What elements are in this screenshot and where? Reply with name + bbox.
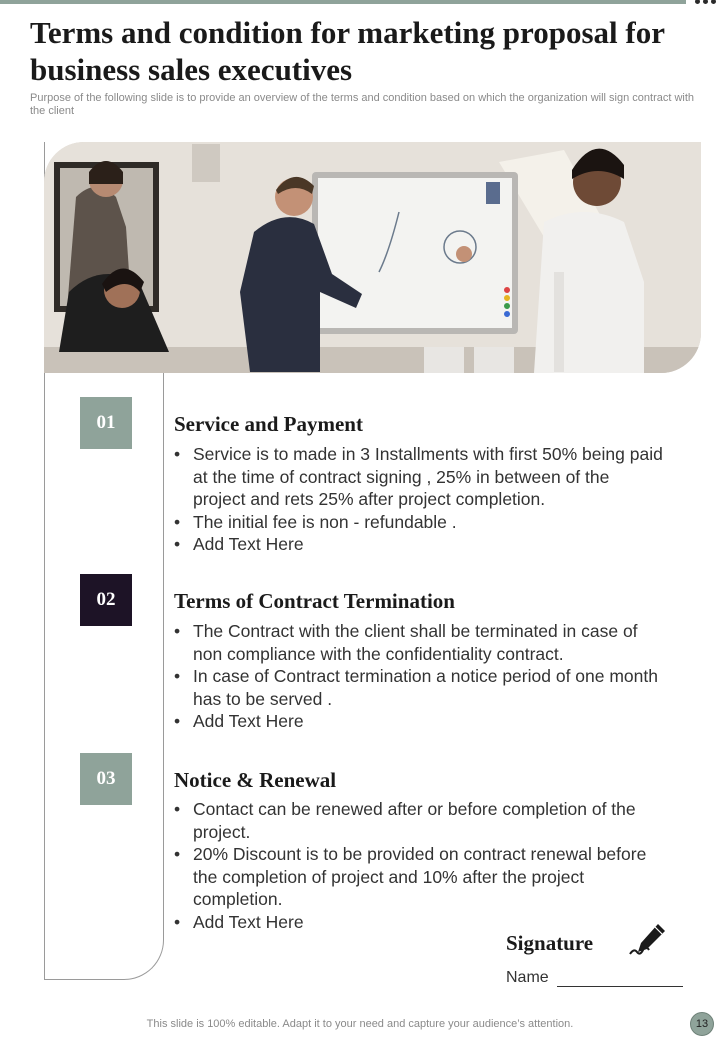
bullet-item: • Add Text Here xyxy=(174,911,664,934)
page-number-badge: 13 xyxy=(690,1012,714,1036)
more-dots-icon xyxy=(695,0,716,4)
section-bullet-list xyxy=(174,443,664,556)
bullet-item: • Service is to made in 3 Installments with first 50% being paid at the time of contract signing , 25% in between of the project and rets 25% after project completion. xyxy=(174,443,664,511)
section-title: Service and Payment xyxy=(174,412,363,436)
section-title: Terms of Contract Termination xyxy=(174,589,455,613)
footer-note: This slide is 100% editable. Adapt it to your need and capture your audience’s attention. xyxy=(146,1018,574,1030)
section-bullet-list xyxy=(174,620,664,733)
bullet-item: • Contact can be renewed after or before completion of the project. xyxy=(174,798,664,843)
top-accent-bar xyxy=(0,0,686,4)
bullet-item: • In case of Contract termination a notice period of one month has to be served . xyxy=(174,665,664,710)
bullet-item: • The Contract with the client shall be terminated in case of non compliance with the confidentiality contract. xyxy=(174,620,664,665)
bullet-item: • The initial fee is non - refundable . xyxy=(174,511,664,534)
name-field xyxy=(506,969,683,987)
signature-label: Signature xyxy=(506,931,594,955)
bullet-item: • Add Text Here xyxy=(174,710,664,733)
section-bullet-list xyxy=(174,798,664,933)
name-line xyxy=(557,969,683,987)
meeting-photo xyxy=(44,142,701,373)
bullet-item: • 20% Discount is to be provided on contract renewal before the completion of project and 10% after the project completion. xyxy=(174,843,664,911)
section-number-badge: 03 xyxy=(80,753,132,805)
page-subtitle: Purpose of the following slide is to provide an overview of the terms and condition based on which the organization will sign contract with the client xyxy=(30,92,695,117)
bullet-item: • Add Text Here xyxy=(174,533,664,556)
name-label: Name xyxy=(506,969,549,986)
section-title: Notice & Renewal xyxy=(174,768,337,792)
page-title: Terms and condition for marketing proposal for business sales executives xyxy=(30,15,665,87)
pen-icon xyxy=(628,922,668,963)
section-number-badge: 01 xyxy=(80,397,132,449)
section-number-badge: 02 xyxy=(80,574,132,626)
